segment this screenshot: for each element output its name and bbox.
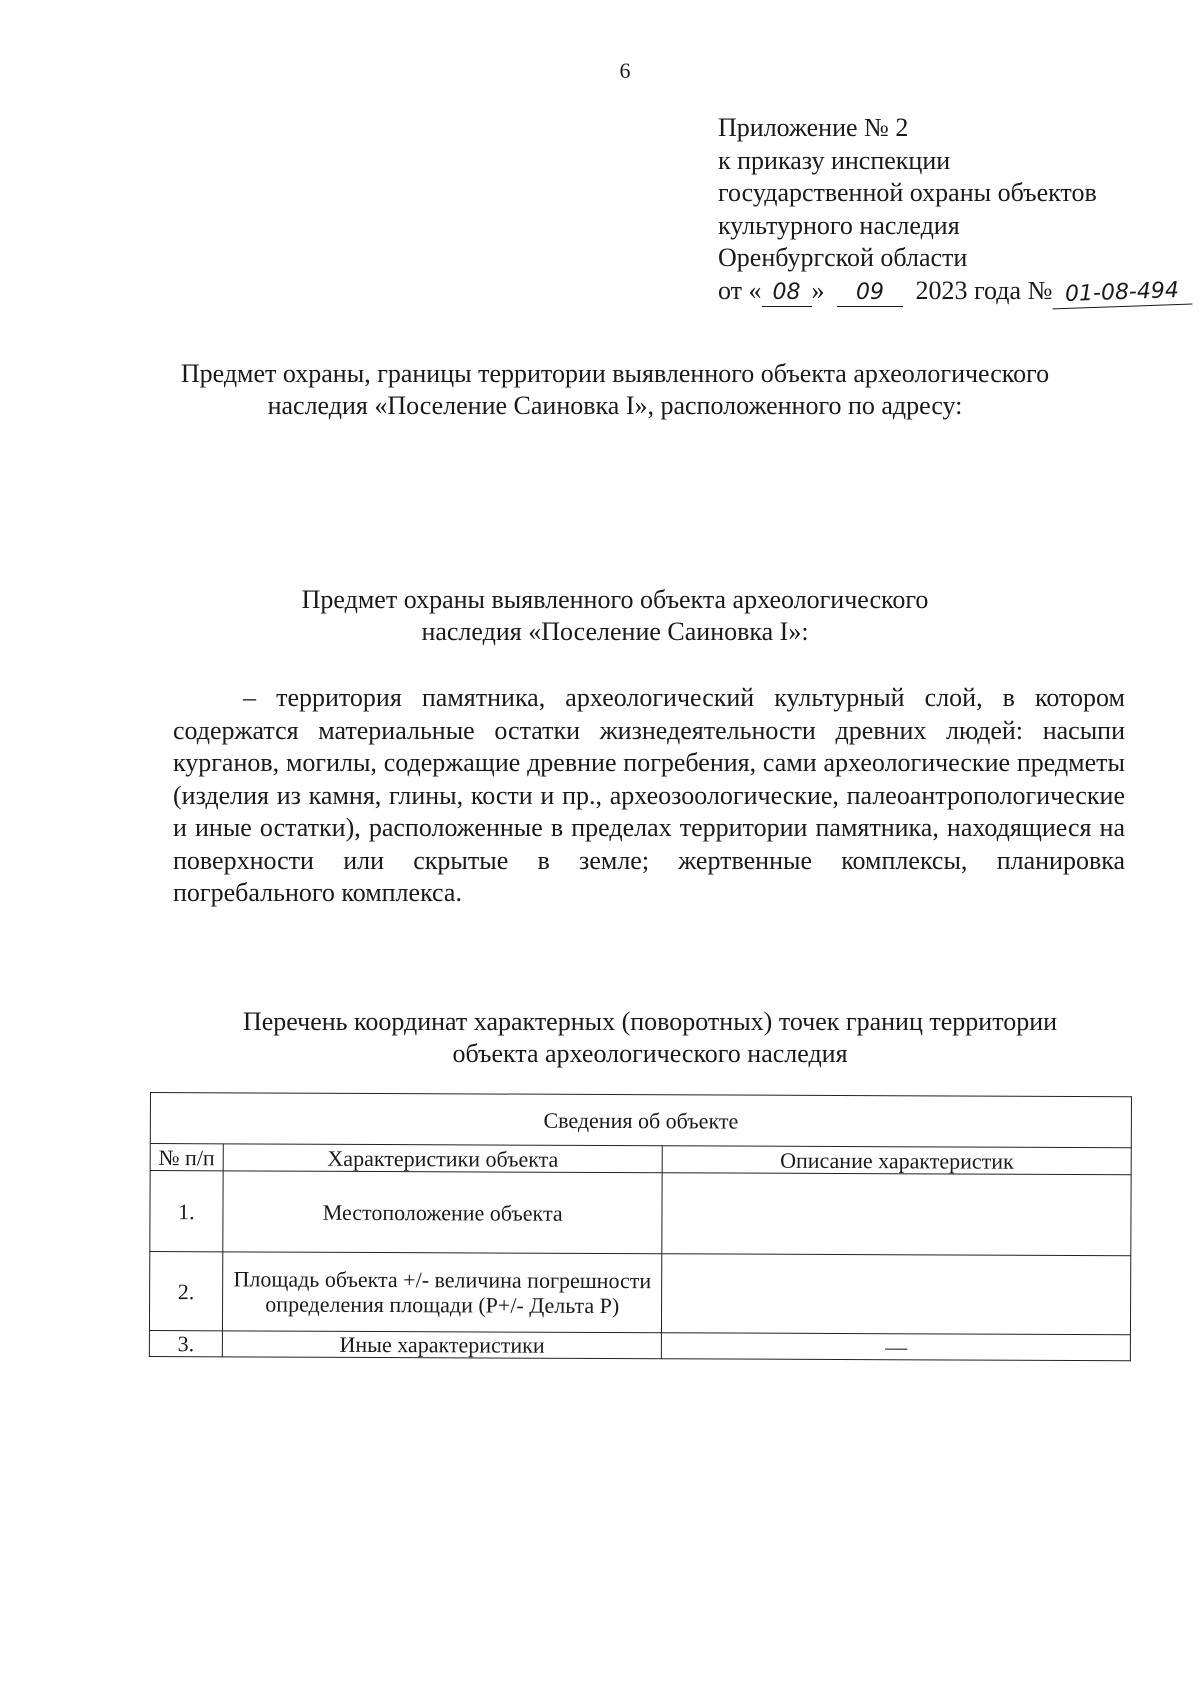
appendix-line: Приложение № 2 — [718, 113, 909, 142]
handwritten-order-number: 01-08-494 — [1052, 277, 1193, 309]
row-description: — — [662, 1333, 1131, 1361]
coordinates-list-title — [150, 1006, 1150, 1070]
protection-title — [150, 584, 1080, 648]
handwritten-month: 09 — [837, 280, 903, 307]
appendix-line: государственной охраны объектов — [718, 178, 1097, 207]
protection-paragraph: – территория памятника, археологический культурный слой, в котором содержатся материальные остатки жизнедеятельности древних людей: насыпи курганов, могилы, содержащие древние погребения, сами археологические предметы (изделия из камня, глины, кости и пр., археозоологические, палеоантропологические и иные остатки), расположенные в пределах территории памятника, находящиеся на поверхности или скрытые в земле; жертвенные комплексы, планировка погребального комплекса. — [173, 683, 1125, 907]
handwritten-day: 08 — [762, 280, 812, 307]
row-description — [662, 1173, 1131, 1256]
column-header: Характеристики объекта — [223, 1144, 663, 1173]
appendix-line: к приказу инспекции — [718, 145, 951, 175]
appendix-line: культурного наследия — [718, 210, 960, 240]
year-text: 2023 года № — [915, 275, 1053, 305]
appendix-date-line — [718, 275, 1192, 308]
row-characteristic: Площадь объекта +/- величина погрешности определения площади (P+/- Дельта P) — [222, 1252, 662, 1333]
page-number: 6 — [619, 58, 631, 83]
protection-title-line: Предмет охраны выявленного объекта археологического — [301, 585, 929, 614]
appendix-block — [718, 112, 1192, 307]
list-title-line: Перечень координат характерных (поворотных) точек границ территории — [242, 1007, 1058, 1036]
table-row — [150, 1171, 1131, 1256]
row-number: 2. — [149, 1252, 222, 1331]
table-row — [149, 1252, 1130, 1335]
column-header: № п/п — [150, 1144, 223, 1171]
date-prefix: от « — [718, 275, 762, 305]
row-number: 3. — [149, 1330, 222, 1356]
protection-title-line: наследия «Поселение Саиновка I»: — [421, 617, 809, 646]
main-title: Предмет охраны, границы территории выявленного объекта археологического наследия «Поселение Саиновка I», расположенного по адресу: — [180, 359, 1050, 420]
column-header: Описание характеристик — [663, 1146, 1132, 1175]
table-row — [149, 1330, 1130, 1360]
appendix-line: Оренбургской области — [718, 243, 968, 272]
table-caption: Сведения об объекте — [150, 1093, 1131, 1148]
object-info-table — [149, 1092, 1132, 1361]
row-number: 1. — [150, 1171, 223, 1252]
row-characteristic: Иные характеристики — [222, 1331, 662, 1359]
date-mid: » — [811, 275, 825, 305]
row-characteristic: Местоположение объекта — [223, 1171, 663, 1254]
row-description — [662, 1254, 1131, 1335]
list-title-line: объекта археологического наследия — [452, 1039, 848, 1068]
